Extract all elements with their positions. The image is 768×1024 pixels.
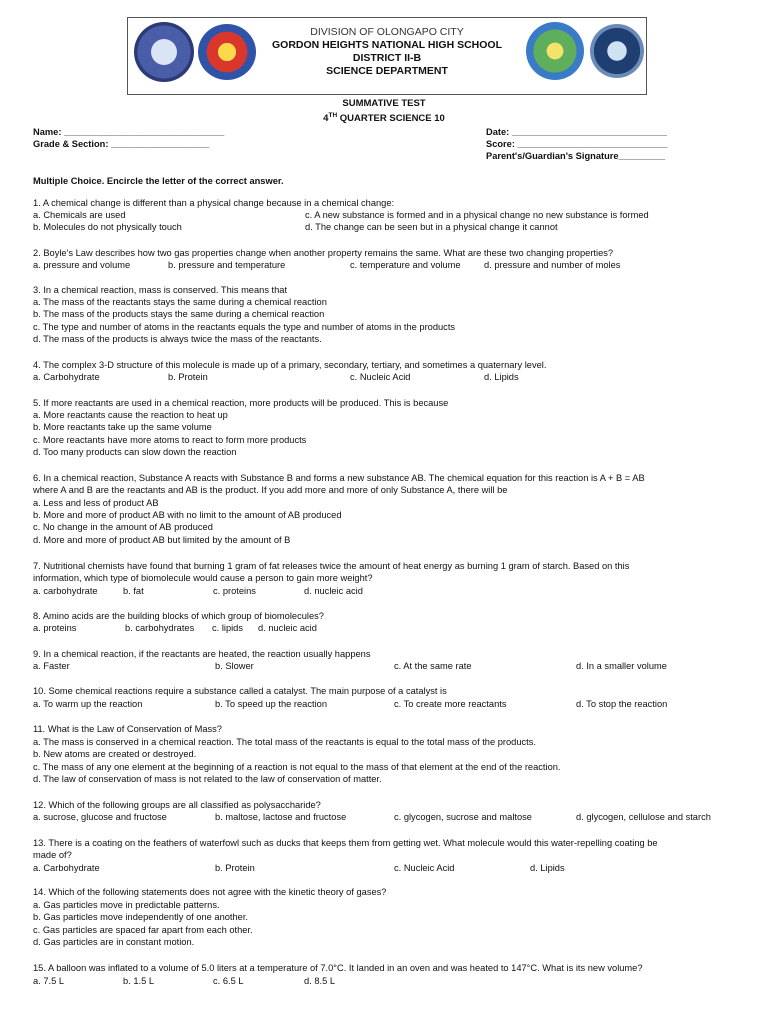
department-name: SCIENCE DEPARTMENT [326, 65, 448, 77]
q14-option-a[interactable]: a. Gas particles move in predictable patterns. [33, 900, 220, 910]
q15-option-a[interactable]: a. 7.5 L [33, 976, 65, 986]
q1-option-c[interactable]: c. A new substance is formed and in a physical change no new substance is formed [305, 210, 649, 220]
q1-option-a[interactable]: a. Chemicals are used [33, 210, 126, 220]
q5-option-c[interactable]: c. More reactants have more atoms to react to form more products [33, 435, 307, 445]
q2-option-c[interactable]: c. temperature and volume [350, 260, 461, 270]
district-name: DISTRICT II-B [352, 52, 422, 64]
q4-option-a[interactable]: a. Carbohydrate [33, 372, 100, 382]
question-15-stem: 15. A balloon was inflated to a volume of 5.0 liters at a temperature of 7.0°C. It landed in an oven and was heated to 147°C. What is its new volume? [33, 963, 643, 973]
q14-option-b[interactable]: b. Gas particles move independently of one another. [33, 912, 248, 922]
q5-option-b[interactable]: b. More reactants take up the same volume [33, 422, 212, 432]
q9-option-d[interactable]: d. In a smaller volume [576, 661, 667, 671]
question-12-stem: 12. Which of the following groups are all classified as polysaccharide? [33, 800, 321, 810]
q3-option-d[interactable]: d. The mass of the products is always twice the mass of the reactants. [33, 334, 322, 344]
q14-option-d[interactable]: d. Gas particles are in constant motion. [33, 937, 195, 947]
department-seal-icon [590, 24, 644, 78]
date-field[interactable]: Date: ______________________________ [486, 127, 667, 137]
question-13-stem: 13. There is a coating on the feathers of waterfowl such as ducks that keeps them from getting wet. What molecule would this water-repelling coating be [33, 838, 658, 848]
q7-option-a[interactable]: a. carbohydrate [33, 586, 98, 596]
question-14-stem: 14. Which of the following statements does not agree with the kinetic theory of gases? [33, 887, 387, 897]
q10-option-a[interactable]: a. To warm up the reaction [33, 699, 143, 709]
grade-section-field[interactable]: Grade & Section: ___________________ [33, 139, 210, 149]
question-7-stem-cont: information, which type of biomolecule would cause a person to gain more weight? [33, 573, 373, 583]
question-1-stem: 1. A chemical change is different than a physical change because in a chemical change: [33, 198, 395, 208]
q11-option-a[interactable]: a. The mass is conserved in a chemical reaction. The total mass of the reactants is equal to the total mass of the products. [33, 737, 536, 747]
q11-option-d[interactable]: d. The law of conservation of mass is not related to the law of conservation of matter. [33, 774, 382, 784]
q13-option-a[interactable]: a. Carbohydrate [33, 863, 100, 873]
q8-option-b[interactable]: b. carbohydrates [125, 623, 195, 633]
q8-option-d[interactable]: d. nucleic acid [258, 623, 317, 633]
quarter-number: 4 [323, 113, 329, 125]
question-8-stem: 8. Amino acids are the building blocks of which group of biomolecules? [33, 611, 324, 621]
q4-option-b[interactable]: b. Protein [168, 372, 208, 382]
q6-option-a[interactable]: a. Less and less of product AB [33, 498, 159, 508]
q3-option-b[interactable]: b. The mass of the products stays the same during a chemical reaction [33, 309, 325, 319]
division-seal-icon [198, 24, 256, 80]
q6-option-d[interactable]: d. More and more of product AB but limited by the amount of B [33, 535, 291, 545]
q13-option-c[interactable]: c. Nucleic Acid [394, 863, 455, 873]
q9-option-b[interactable]: b. Slower [215, 661, 254, 671]
q7-option-b[interactable]: b. fat [123, 586, 144, 596]
signature-field[interactable]: Parent's/Guardian's Signature_________ [486, 151, 666, 161]
q6-option-c[interactable]: c. No change in the amount of AB produced [33, 522, 213, 532]
q3-option-c[interactable]: c. The type and number of atoms in the reactants equals the type and number of atoms in the products [33, 322, 456, 332]
q8-option-c[interactable]: c. lipids [212, 623, 244, 633]
question-13-stem-cont: made of? [33, 850, 72, 860]
q12-option-d[interactable]: d. glycogen, cellulose and starch [576, 812, 711, 822]
q2-option-a[interactable]: a. pressure and volume [33, 260, 131, 270]
q13-option-b[interactable]: b. Protein [215, 863, 255, 873]
q1-option-d[interactable]: d. The change can be seen but in a physical change it cannot [305, 222, 558, 232]
question-3-stem: 3. In a chemical reaction, mass is conserved. This means that [33, 285, 288, 295]
school-seal-icon [526, 22, 584, 80]
q10-option-d[interactable]: d. To stop the reaction [576, 699, 668, 709]
q7-option-d[interactable]: d. nucleic acid [304, 586, 363, 596]
q6-option-b[interactable]: b. More and more of product AB with no limit to the amount of AB produced [33, 510, 342, 520]
q5-option-a[interactable]: a. More reactants cause the reaction to heat up [33, 410, 228, 420]
q15-option-c[interactable]: c. 6.5 L [213, 976, 244, 986]
question-6-stem-cont: where A and B are the reactants and AB is the product. If you add more and more of only Substance A, there will be [33, 485, 508, 495]
q15-option-d[interactable]: d. 8.5 L [304, 976, 336, 986]
q9-option-a[interactable]: a. Faster [33, 661, 70, 671]
q8-option-a[interactable]: a. proteins [33, 623, 77, 633]
question-7-stem: 7. Nutritional chemists have found that burning 1 gram of fat releases twice the amount of heat energy as burning 1 gram of starch. Based on this [33, 561, 630, 571]
q5-option-d[interactable]: d. Too many products can slow down the reaction [33, 447, 237, 457]
q13-option-d[interactable]: d. Lipids [530, 863, 565, 873]
q10-option-c[interactable]: c. To create more reactants [394, 699, 507, 709]
q11-option-b[interactable]: b. New atoms are created or destroyed. [33, 749, 197, 759]
question-11-stem: 11. What is the Law of Conservation of Mass? [33, 724, 222, 734]
q2-option-d[interactable]: d. pressure and number of moles [484, 260, 621, 270]
q7-option-c[interactable]: c. proteins [213, 586, 256, 596]
q4-option-d[interactable]: d. Lipids [484, 372, 519, 382]
name-field[interactable]: Name: _______________________________ [33, 127, 225, 137]
question-9-stem: 9. In a chemical reaction, if the reactants are heated, the reaction usually happens [33, 649, 371, 659]
instructions: Multiple Choice. Encircle the letter of the correct answer. [33, 176, 284, 186]
q4-option-c[interactable]: c. Nucleic Acid [350, 372, 411, 382]
question-2-stem: 2. Boyle's Law describes how two gas properties change when another property remains the same. What are these two changing properties? [33, 248, 614, 258]
score-field[interactable]: Score: _____________________________ [486, 139, 668, 149]
q1-option-b[interactable]: b. Molecules do not physically touch [33, 222, 182, 232]
q2-option-b[interactable]: b. pressure and temperature [168, 260, 286, 270]
question-10-stem: 10. Some chemical reactions require a substance called a catalyst. The main purpose of a catalyst is [33, 686, 447, 696]
q12-option-b[interactable]: b. maltose, lactose and fructose [215, 812, 347, 822]
question-5-stem: 5. If more reactants are used in a chemical reaction, more products will be produced. This is because [33, 398, 449, 408]
q12-option-c[interactable]: c. glycogen, sucrose and maltose [394, 812, 532, 822]
q3-option-a[interactable]: a. The mass of the reactants stays the same during a chemical reaction [33, 297, 327, 307]
question-4-stem: 4. The complex 3-D structure of this molecule is made up of a primary, secondary, tertiary, and sometimes a quaternary level. [33, 360, 547, 370]
q11-option-c[interactable]: c. The mass of any one element at the beginning of a reaction is not equal to the mass of that element at the end of the reaction. [33, 762, 561, 772]
q12-option-a[interactable]: a. sucrose, glucose and fructose [33, 812, 167, 822]
test-title: SUMMATIVE TEST [342, 98, 426, 109]
test-subtitle [0, 110, 768, 126]
q15-option-b[interactable]: b. 1.5 L [123, 976, 155, 986]
deped-seal-icon [134, 22, 194, 82]
quarter-subject: QUARTER SCIENCE 10 [337, 113, 445, 125]
quarter-suffix: TH [328, 112, 338, 119]
q10-option-b[interactable]: b. To speed up the reaction [215, 699, 327, 709]
q9-option-c[interactable]: c. At the same rate [394, 661, 472, 671]
q14-option-c[interactable]: c. Gas particles are spaced far apart from each other. [33, 925, 253, 935]
school-name: GORDON HEIGHTS NATIONAL HIGH SCHOOL [271, 39, 503, 51]
question-6-stem: 6. In a chemical reaction, Substance A reacts with Substance B and forms a new substance AB. The chemical equation for this reaction is A + B = AB [33, 473, 645, 483]
division-name: DIVISION OF OLONGAPO CITY [310, 26, 464, 38]
